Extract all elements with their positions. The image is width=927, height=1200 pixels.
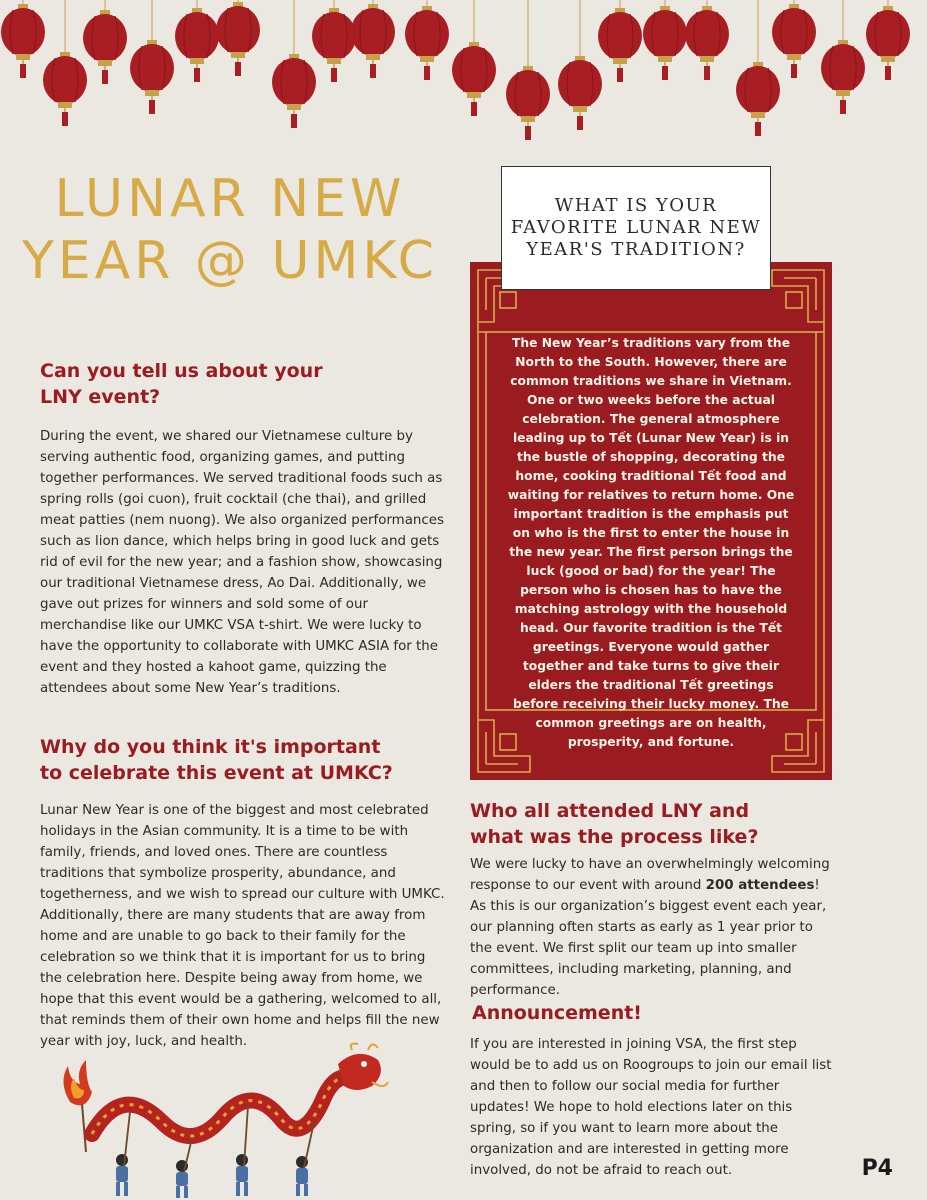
lantern-icon — [405, 0, 449, 80]
lantern-icon — [821, 0, 865, 114]
q3-attendees-count: 200 attendees — [705, 878, 815, 893]
q2-heading: Why do you think it's important to celebrate this event at UMKC? — [40, 736, 393, 784]
q3-paragraph — [470, 854, 836, 1001]
q1-heading: Can you tell us about your LNY event? — [40, 360, 323, 408]
lantern-icon — [772, 0, 816, 78]
lantern-icon — [175, 0, 219, 82]
lantern-icon — [272, 0, 316, 128]
q1-paragraph: During the event, we shared our Vietnamese culture by serving authentic food, organizing games, and putting together performances. We served traditional foods such as spring rolls (goi cuon), fruit cocktail (che thai), and grilled meat patties (nem nuong). We also organized performances such as lion dance, which helps bring in good luck and gets rid of evil for the new year; and a fashion show, showcasing our traditional Vietnamese dress, Ao Dai. Additionally, we gave out prizes for winners and sold some of our merchandise like our UMKC VSA t-shirt. We were lucky to have the opportunity to collaborate with UMKC ASIA for the event and they hosted a kahoot game, quizzing the attendees about some New Year’s traditions. — [40, 429, 444, 696]
q2-paragraph: Lunar New Year is one of the biggest and most celebrated holidays in the Asian community. It is a time to be with family, friends, and loved ones. There are countless traditions that symbolize prosperity, abundance, and togetherness, and we wish to spread our culture with UMKC. Additionally, there are many students that are away from home and are unable to go back to their family for the celebration so we think that it is important for us to bring the celebration here. Despite being away from home, we hope that this event would be a gathering, welcomed to all, that reminds them of their own home and helps fill the new year with joy, luck, and health. — [40, 803, 445, 1049]
lantern-icon — [558, 0, 602, 130]
lantern-icon — [598, 0, 642, 82]
lantern-icon — [685, 0, 729, 80]
lantern-icon — [866, 0, 910, 80]
lantern-icon — [83, 0, 127, 84]
page-number: P4 — [861, 1156, 893, 1181]
q3-text-after: ! As this is our organization’s biggest event each year, our planning often starts as early as 1 year prior to the event. We first split our team up into smaller committees, including marketing, planning, and performance. — [470, 878, 827, 998]
dragon-dance-icon — [52, 1042, 392, 1200]
announcement-heading: Announcement! — [472, 1002, 642, 1024]
q3-heading: Who all attended LNY and what was the process like? — [470, 800, 759, 848]
lantern-icon — [216, 0, 260, 76]
lantern-icon — [351, 0, 395, 78]
announcement-paragraph: If you are interested in joining VSA, the first step would be to add us on Roogroups to join our email list and then to follow our social media for further updates! We hope to hold elections later on this spring, so if you want to learn more about the organization and are interested in getting more involved, do not be afraid to reach out. — [470, 1037, 832, 1178]
q3-text-before: We were lucky to have an overwhelmingly welcoming response to our event with around — [470, 857, 830, 893]
lantern-icon — [506, 0, 550, 140]
tradition-question-box — [501, 166, 771, 290]
lantern-icon — [643, 0, 687, 80]
lantern-icon — [312, 0, 356, 82]
tradition-question: WHAT IS YOUR FAVORITE LUNAR NEW YEAR'S TRADITION? — [510, 195, 762, 260]
tradition-paragraph: The New Year’s traditions vary from the North to the South. However, there are common traditions we share in Vietnam. One or two weeks before the actual celebration. The general atmosphere leading up to Tết (Lunar New Year) is in the bustle of shopping, decorating the home, cooking traditional Tết food and waiting for relatives to return home. One important tradition is the emphasis put on who is the first to enter the house in the new year. The first person brings the luck (good or bad) for the year! The person who is chosen has to have the matching astrology with the household head. Our favorite tradition is the Tết greetings. Everyone would gather together and take turns to give their elders the traditional Tết greetings before receiving their lucky money. The common greetings are on health, prosperity, and fortune. — [507, 336, 795, 749]
lantern-icon — [452, 0, 496, 116]
lantern-icon — [43, 0, 87, 126]
lantern-icon — [1, 0, 45, 78]
page-title: LUNAR NEW YEAR @ UMKC — [22, 169, 438, 291]
lantern-icon — [736, 0, 780, 136]
lantern-icon — [130, 0, 174, 114]
lantern-garland — [0, 0, 927, 150]
